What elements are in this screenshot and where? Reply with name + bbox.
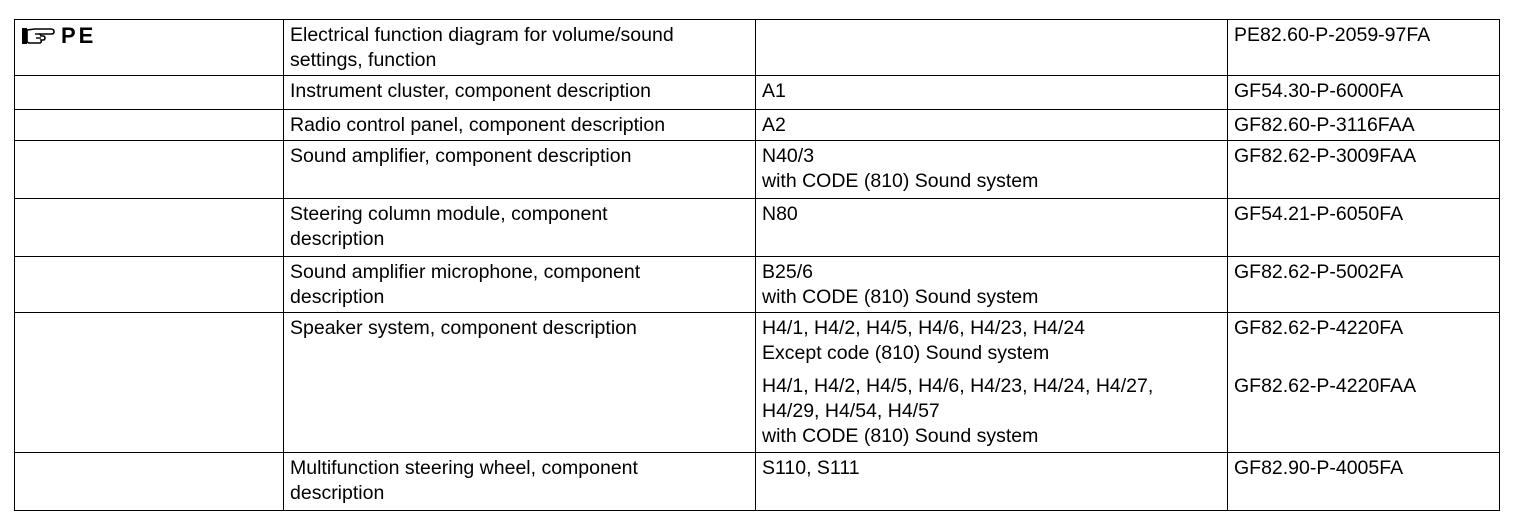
document-reference-cell: [1228, 76, 1500, 110]
component-code: N40/3: [762, 145, 815, 167]
component-code-cell: [756, 257, 1228, 313]
component-code: A2: [762, 114, 786, 136]
component-code: N80: [762, 203, 798, 225]
pointing-hand-icon: [21, 25, 55, 47]
component-code-cell: [756, 141, 1228, 199]
empty-cell: [15, 257, 284, 313]
description-cell: [284, 313, 756, 453]
table-row: [15, 453, 1500, 511]
document-reference-cell: [1228, 141, 1500, 199]
empty-cell: [15, 110, 284, 141]
document-reference[interactable]: GF54.21-P-6050FA: [1234, 203, 1404, 225]
table-row: [15, 313, 1500, 453]
document-reference-cell: [1228, 453, 1500, 511]
document-reference[interactable]: GF54.30-P-6000FA: [1234, 80, 1404, 102]
document-reference[interactable]: GF82.62-P-3009FAA: [1234, 145, 1417, 167]
description-text: description: [290, 228, 385, 250]
component-code: H4/29, H4/54, H4/57: [762, 400, 940, 422]
document-reference[interactable]: GF82.60-P-3116FAA: [1234, 114, 1415, 136]
header-cell: [15, 20, 284, 76]
component-code: A1: [762, 80, 786, 102]
component-code: H4/1, H4/2, H4/5, H4/6, H4/23, H4/24, H4/27,: [762, 375, 1154, 397]
document-reference-cell: [1228, 313, 1500, 453]
code-condition: with CODE (810) Sound system: [762, 286, 1039, 308]
description-text: Sound amplifier microphone, component: [290, 261, 641, 283]
document-reference-cell: [1228, 199, 1500, 257]
code-condition: with CODE (810) Sound system: [762, 425, 1039, 447]
description-text: settings, function: [290, 49, 437, 71]
description-cell: [284, 257, 756, 313]
empty-cell: [15, 141, 284, 199]
description-cell: [284, 110, 756, 141]
document-reference[interactable]: GF82.62-P-5002FA: [1234, 261, 1404, 283]
component-code-cell: [756, 110, 1228, 141]
reference-table: [14, 19, 1500, 511]
table-row: [15, 199, 1500, 257]
description-text: Instrument cluster, component description: [290, 80, 651, 102]
component-code-cell: [756, 453, 1228, 511]
component-code: S110, S111: [762, 457, 860, 479]
code-condition: with CODE (810) Sound system: [762, 170, 1039, 192]
document-reference-cell: [1228, 257, 1500, 313]
component-code-cell: [756, 20, 1228, 76]
spacer: [1234, 341, 1493, 366]
document-reference[interactable]: GF82.62-P-4220FA: [1234, 317, 1404, 339]
component-code-cell: [756, 199, 1228, 257]
description-text: Radio control panel, component description: [290, 114, 666, 136]
description-text: Sound amplifier, component description: [290, 145, 632, 167]
component-code-cell: [756, 76, 1228, 110]
table-row: [15, 257, 1500, 313]
header-symbol: PE: [61, 23, 97, 48]
table-row: [15, 110, 1500, 141]
description-cell: [284, 199, 756, 257]
description-text: Multifunction steering wheel, component: [290, 457, 638, 479]
empty-cell: [15, 313, 284, 453]
description-cell: [284, 141, 756, 199]
table-row: [15, 20, 1500, 76]
table-row: [15, 141, 1500, 199]
description-cell: [284, 20, 756, 76]
document-reference[interactable]: GF82.62-P-4220FAA: [1234, 375, 1417, 397]
empty-cell: [15, 76, 284, 110]
description-cell: [284, 453, 756, 511]
description-cell: [284, 76, 756, 110]
empty-cell: [15, 453, 284, 511]
description-text: description: [290, 286, 385, 308]
document-reference[interactable]: GF82.90-P-4005FA: [1234, 457, 1404, 479]
document-reference-cell: [1228, 20, 1500, 76]
component-code: B25/6: [762, 261, 813, 283]
component-code: H4/1, H4/2, H4/5, H4/6, H4/23, H4/24: [762, 317, 1086, 339]
description-text: description: [290, 482, 385, 504]
document-reference-cell: [1228, 110, 1500, 141]
description-text: Steering column module, component: [290, 203, 608, 225]
description-text: Speaker system, component description: [290, 317, 637, 339]
empty-cell: [15, 199, 284, 257]
code-condition: Except code (810) Sound system: [762, 342, 1050, 364]
table-row: [15, 76, 1500, 110]
component-code-cell: [756, 313, 1228, 453]
document-reference[interactable]: PE82.60-P-2059-97FA: [1234, 24, 1431, 46]
description-text: Electrical function diagram for volume/sound: [290, 24, 674, 46]
